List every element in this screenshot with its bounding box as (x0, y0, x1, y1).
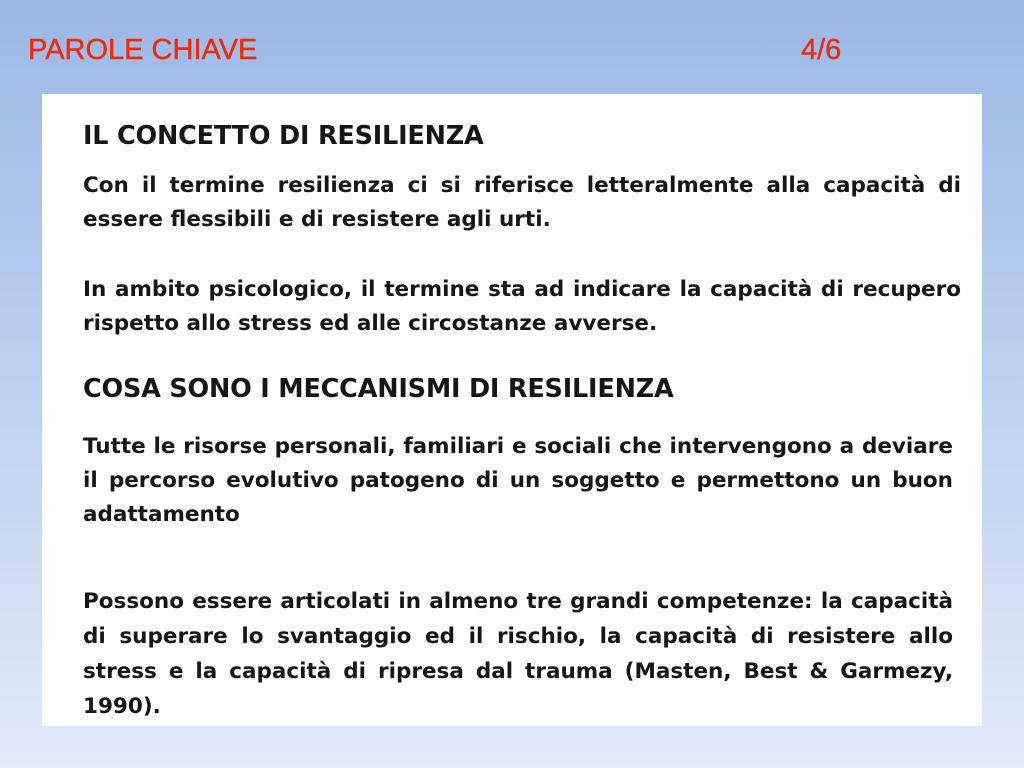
content-card (42, 94, 982, 726)
paragraph-definition: Con il termine resilienza ci si riferisce letteralmente alla capacità di essere flessibili e di resistere agli urti. (83, 173, 961, 232)
heading-resilience-mechanisms: COSA SONO I MECCANISMI DI RESILIENZA (83, 374, 674, 404)
heading-resilience-concept: IL CONCETTO DI RESILIENZA (83, 121, 484, 151)
slide-title: PAROLE CHIAVE (28, 34, 258, 66)
slide-counter: 4/6 (801, 34, 842, 66)
paragraph-resources: Tutte le risorse personali, familiari e sociali che intervengono a deviare il percorso evolutivo patogeno di un soggetto e permettono un buon adattamento (83, 434, 953, 527)
paragraph-competences: Possono essere articolati in almeno tre grandi competenze: la capacità di superare lo svantaggio ed il rischio, la capacità di resistere allo stress e la capacità di ripresa dal trauma (Masten, Best & Garmezy, 1990). (83, 589, 953, 719)
paragraph-psychology: In ambito psicologico, il termine sta ad indicare la capacità di recupero rispetto allo stress ed alle circostanze avverse. (83, 277, 961, 336)
